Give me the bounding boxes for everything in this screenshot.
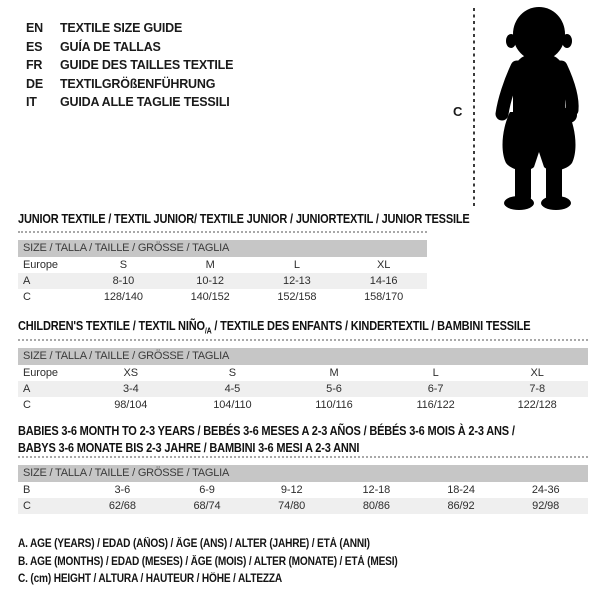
table-row: [18, 365, 588, 381]
table-cell: S: [228, 367, 237, 379]
table-cell: M: [205, 259, 215, 271]
language-row-de: [26, 75, 233, 94]
size-band-header: SIZE / TALLA / TAILLE / GRÖSSE / TAGLIA: [18, 240, 427, 257]
table-row: [18, 482, 588, 498]
table-cell: 158/170: [364, 291, 404, 303]
table-cell: 122/128: [517, 399, 557, 411]
junior-section-title: JUNIOR TEXTILE / TEXTIL JUNIOR/ TEXTILE JUNIOR / JUNIORTEXTIL / JUNIOR TESSILE: [18, 212, 470, 226]
dotted-rule: [18, 456, 588, 458]
table-cell: 140/152: [190, 291, 230, 303]
table-cell: 74/80: [278, 500, 306, 512]
row-label: A: [23, 275, 31, 287]
row-label: B: [23, 484, 31, 496]
baby-silhouette-icon: [486, 4, 598, 212]
table-cell: 86/92: [447, 500, 475, 512]
table-cell: 4-5: [224, 383, 241, 395]
height-dashed-line-icon: [472, 8, 476, 208]
table-cell: 80/86: [362, 500, 390, 512]
language-code: EN: [26, 21, 43, 35]
language-title: TEXTILE SIZE GUIDE: [60, 21, 183, 35]
table-cell: XL: [376, 259, 391, 271]
table-cell: 3-4: [122, 383, 139, 395]
language-row-it: [26, 93, 233, 112]
table-cell: 110/116: [315, 399, 353, 411]
height-measure-label: C: [453, 104, 463, 119]
table-cell: XS: [123, 367, 139, 379]
table-cell: XL: [530, 367, 544, 379]
language-title: GUIDE DES TAILLES TEXTILE: [60, 58, 234, 72]
table-cell: 12-13: [283, 275, 311, 287]
table-cell: 152/158: [277, 291, 317, 303]
table-cell: 24-36: [531, 484, 560, 496]
table-cell: 10-12: [196, 275, 224, 287]
table-cell: 9-12: [280, 484, 303, 496]
children-section-title: [18, 319, 530, 336]
table-cell: S: [119, 259, 127, 271]
language-list: [26, 19, 233, 112]
children-title-prefix: CHILDREN'S TEXTILE / TEXTIL NIÑO: [18, 319, 205, 333]
table-cell: 3-6: [114, 484, 131, 496]
language-code: IT: [26, 95, 37, 109]
language-title: GUIDA ALLE TAGLIE TESSILI: [60, 95, 230, 109]
footnote-c: C. (cm) HEIGHT / ALTURA / HAUTEUR / HÖHE / ALTEZZA: [18, 573, 283, 585]
row-label: C: [23, 399, 31, 411]
babies-size-table: [18, 456, 588, 514]
language-code: DE: [26, 76, 43, 91]
table-cell: 128/140: [103, 291, 143, 303]
row-label: Europe: [23, 259, 58, 271]
size-band-header: SIZE / TALLA / TAILLE / GRÖSSE / TAGLIA: [18, 465, 588, 482]
table-cell: 8-10: [112, 275, 135, 287]
language-code: FR: [26, 58, 43, 72]
table-cell: L: [432, 367, 439, 379]
table-row: [18, 289, 427, 305]
junior-size-table: [18, 231, 427, 305]
language-row-en: [26, 19, 233, 38]
children-size-table: [18, 339, 588, 413]
table-row: [18, 397, 588, 413]
table-cell: 6-7: [427, 383, 444, 395]
table-row: [18, 273, 427, 289]
table-cell: 104/110: [213, 399, 252, 411]
table-cell: 62/68: [108, 500, 136, 512]
table-cell: 14-16: [369, 275, 398, 287]
babies-section-title-line1: BABIES 3-6 MONTH TO 2-3 YEARS / BEBÉS 3-6 MESES A 2-3 AÑOS / BÉBÉS 3-6 MOIS À 2-3 ANS /: [18, 424, 515, 438]
table-cell: 7-8: [529, 383, 545, 395]
table-cell: 98/104: [114, 399, 148, 411]
table-cell: 92/98: [532, 500, 560, 512]
size-band-header: SIZE / TALLA / TAILLE / GRÖSSE / TAGLIA: [18, 348, 588, 365]
table-cell: 5-6: [326, 383, 342, 395]
language-row-fr: [26, 56, 233, 75]
table-row: [18, 381, 588, 397]
children-title-suffix: / TEXTILE DES ENFANTS / KINDERTEXTIL / BAMBINI TESSILE: [211, 319, 531, 333]
table-cell: L: [293, 259, 300, 271]
language-code: ES: [26, 39, 43, 54]
table-row: [18, 257, 427, 273]
row-label: C: [23, 500, 31, 512]
dotted-rule: [18, 231, 427, 233]
children-title-sub: /A: [204, 326, 212, 336]
baby-figure: [452, 0, 600, 216]
row-label: C: [23, 291, 31, 303]
footnote-b: B. AGE (MONTHS) / EDAD (MESES) / ÂGE (MOIS) / ALTER (MONATE) / ETÀ (MESI): [18, 556, 398, 568]
footnote-a: A. AGE (YEARS) / EDAD (AÑOS) / ÂGE (ANS) / ALTER (JAHRE) / ETÀ (ANNI): [18, 538, 370, 550]
dotted-rule: [18, 339, 588, 341]
babies-section-title-line2: BABYS 3-6 MONATE BIS 2-3 JAHRE / BAMBINI 3-6 MESI A 2-3 ANNI: [18, 441, 360, 455]
language-title: TEXTILGRÖßENFÜHRUNG: [60, 76, 216, 91]
table-cell: 68/74: [193, 500, 221, 512]
table-row: [18, 498, 588, 514]
language-row-es: [26, 38, 233, 57]
row-label: Europe: [23, 367, 58, 379]
table-cell: 116/122: [416, 399, 455, 411]
language-title: GUÍA DE TALLAS: [60, 39, 161, 54]
table-cell: 18-24: [447, 484, 475, 496]
table-cell: M: [329, 367, 339, 379]
table-cell: 12-18: [362, 484, 391, 496]
row-label: A: [23, 383, 31, 395]
table-cell: 6-9: [199, 484, 215, 496]
